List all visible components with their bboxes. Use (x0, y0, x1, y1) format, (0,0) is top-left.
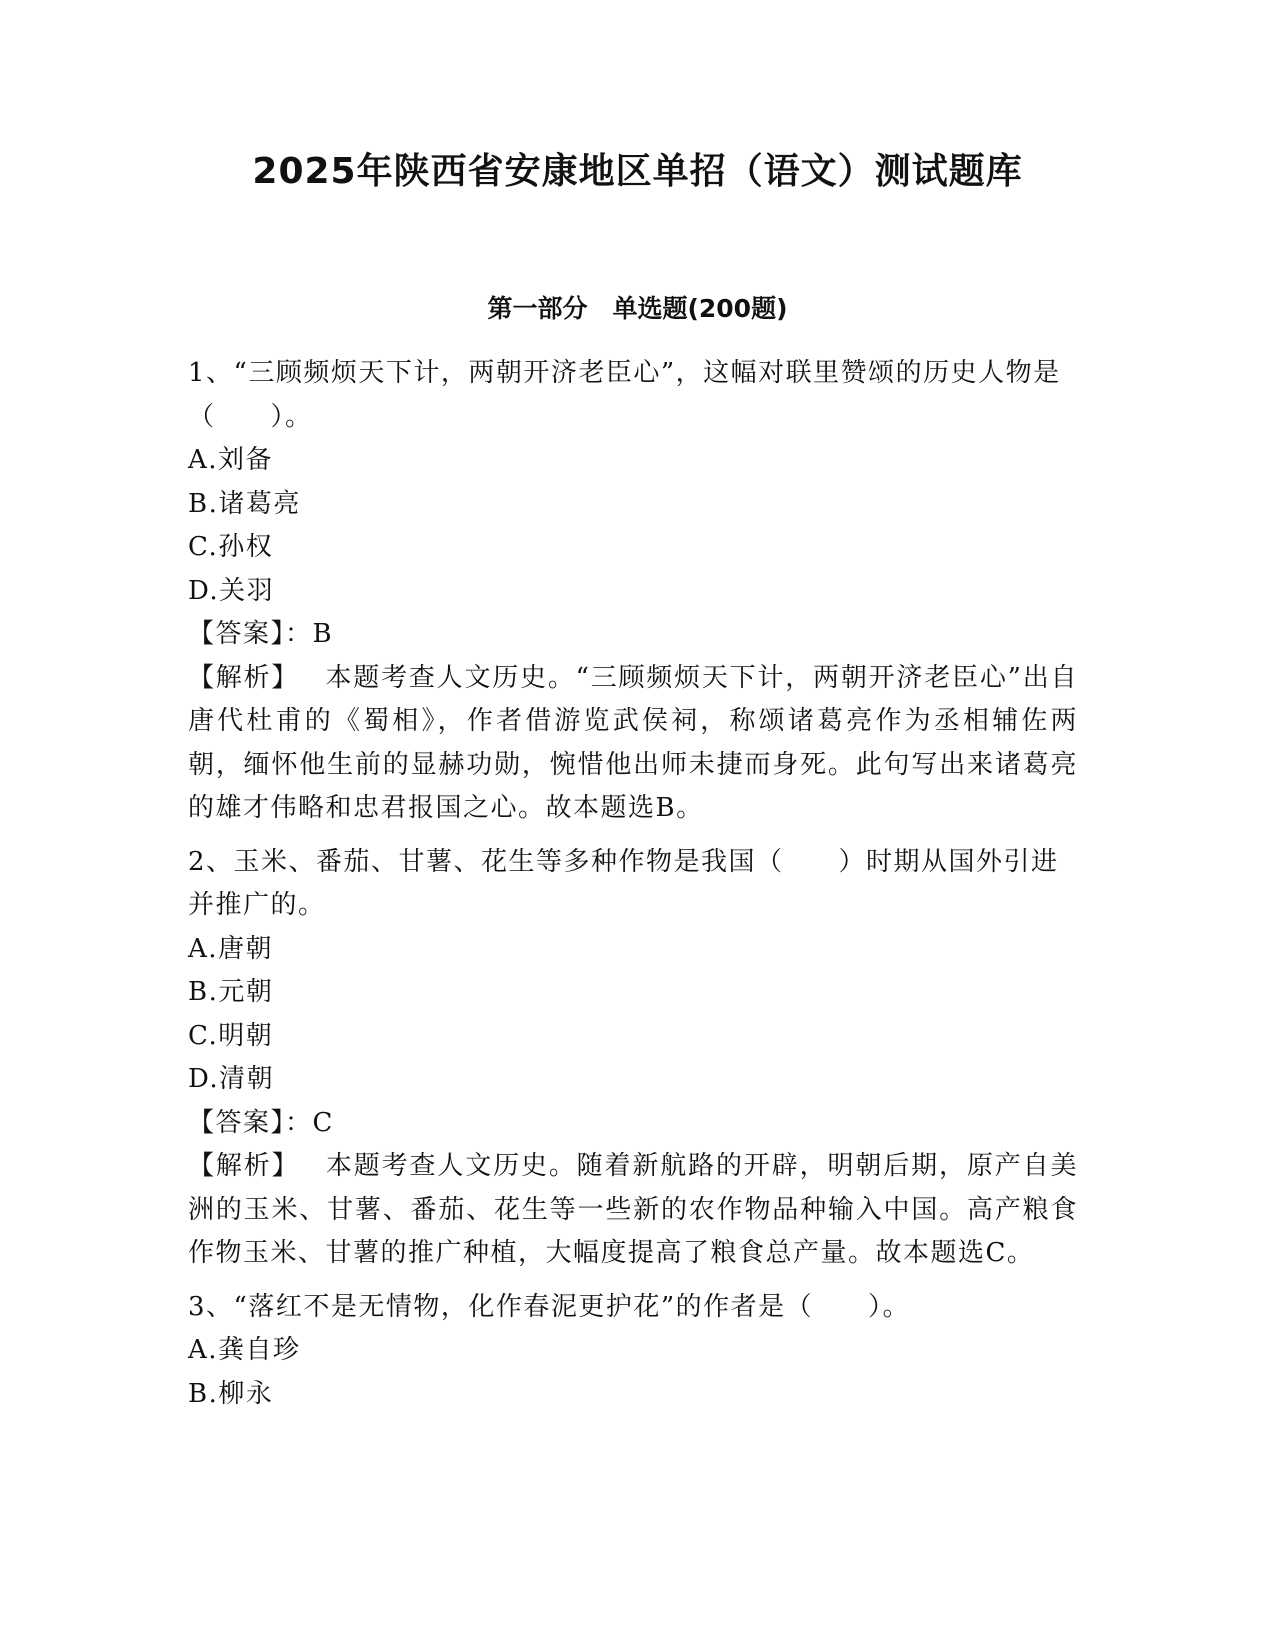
analysis-text: 本题考查人文历史。随着新航路的开辟，明朝后期，原产自美洲的玉米、甘薯、番茄、花生等一些新的农作物品种输入中国。高产粮食作物玉米、甘薯的推广种植，大幅度提高了粮食总产量。故本题选C。 (188, 1151, 1078, 1268)
analysis-label: 【解析】 (188, 662, 300, 693)
document-title: 2025年陕西省安康地区单招（语文）测试题库 (252, 151, 1023, 192)
option-c: C.明朝 (188, 1020, 274, 1051)
option-d: D.关羽 (188, 575, 275, 606)
answer-value: C (312, 1107, 334, 1138)
question-stem: 2、玉米、番茄、甘薯、花生等多种作物是我国（ ）时期从国外引进并推广的。 (188, 846, 1059, 920)
question-stem: 1、“三顾频烦天下计，两朝开济老臣心”，这幅对联里赞颂的历史人物是（ ）。 (188, 358, 1061, 432)
answer-label: 【答案】： (188, 1107, 313, 1138)
analysis-paragraph (188, 657, 1078, 831)
option-a: A.唐朝 (188, 933, 274, 964)
answer-line (188, 1102, 1078, 1146)
question-3 (188, 1286, 1078, 1417)
analysis-paragraph (188, 1145, 1078, 1276)
option-b: B.诸葛亮 (188, 488, 301, 519)
answer-value: B (312, 619, 334, 649)
option-c: C.孙权 (188, 532, 274, 562)
question-1 (188, 352, 1078, 831)
option-a: A.龚自珍 (188, 1335, 301, 1365)
option-a: A.刘备 (188, 445, 274, 475)
option-d: D.清朝 (188, 1064, 275, 1094)
answer-label: 【答案】： (188, 619, 313, 649)
question-2 (188, 841, 1078, 1276)
section-title: 第一部分 单选题(200题) (487, 294, 788, 323)
question-list (188, 352, 1078, 1426)
option-b: B.元朝 (188, 977, 274, 1007)
analysis-text: 本题考查人文历史。“三顾频烦天下计，两朝开济老臣心”出自唐代杜甫的《蜀相》，作者借游览武侯祠，称颂诸葛亮作为丞相辅佐两朝，缅怀他生前的显赫功勋，惋惜他出师未捷而身死。此句写出来诸葛亮的雄才伟略和忠君报国之心。故本题选B。 (188, 662, 1078, 823)
question-stem: 3、“落红不是无情物，化作春泥更护花”的作者是（ ）。 (188, 1291, 911, 1322)
answer-line (188, 613, 1078, 657)
analysis-label: 【解析】 (188, 1151, 300, 1181)
option-b: B.柳永 (188, 1378, 274, 1409)
